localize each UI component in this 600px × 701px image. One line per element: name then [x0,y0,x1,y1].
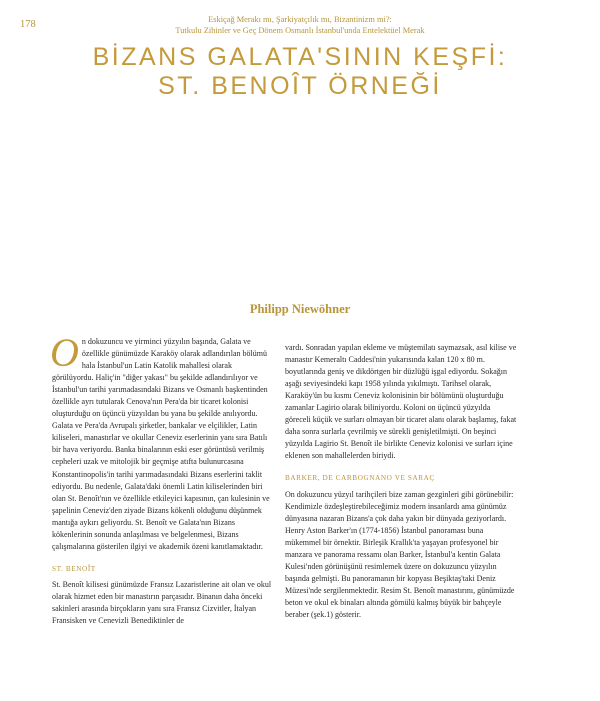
running-head-line2: Tutkulu Zihinler ve Geç Dönem Osmanlı İstanbul'unda Entelektüel Merak [175,25,425,35]
intro-text: n dokuzuncu ve yirminci yüzyılın başında, Galata ve özellikle günümüzde Karaköy olarak adlandırılan bölümü hala İstanbul'un Latin Katolik mahallesi olarak görülüyordu. Haliç'in "diğer yakası" bu şekilde adlandırılıyor ve İstanbul'un tarihi yarımadasındaki Bizans ve Osmanlı başkentinden özellikle ayrı tutularak Cenova'nın Pera'da bir ticaret kolonisi oluşturduğu on üçüncü yüzyıldan bu yana bu şekilde anılıyordu. Galata ve Pera'da Avrupalı şirketler, bankalar ve elçilikler, Latin kiliseleri, manastırlar ve okullar Ceneviz eserlerinin yanı sıra Batılı bir hava veriyordu. Banka binalarının eski eser görüntüsü verilmiş cepheleri uzak ve mitolojik bir geçmişe atıfta bulunurcasına Konstantinopolis'in tarihi yarımadasındaki Bizans eserlerini taklit ediyordu. Bu nedenle, Galata'daki önemli Latin kiliselerinden biri olan St. Benoît'nın ve özellikle etkileyici kapısının, çan kulesinin ve şapelinin Ceneviz'den ziyade Bizans kökenli olduğunu düşünmek mantığa aykırı geliyordu. St. Benoît ve Galata'nın Bizans kökenlerinin sonunda anlaşılması ve belgelenmesi, Bizans çalışmalarına gösterilen ilgiyi ve akademik özeni kanıtlamaktadır. [52,337,270,551]
right-paragraph-2: On dokuzuncu yüzyıl tarihçileri bize zaman gezginleri gibi görünebilir: Kendimizle özdeşleştirebileceğimiz modern insanlardı ama günümüz dünyasına nazaran Bizans'a çok daha yakın bir dünyada geziyorlardı. Henry Aston Barker'ın (1774-1856) İstanbul panoraması buna mükemmel bir örnektir. Birleşik Krallık'ta yaşayan profesyonel bir manzara ve panorama ressamı olan Barker, İstanbul'a kentin Galata Kulesi'nden görünüşünü resimlemek üzere on dokuzuncu yüzyılın başında gelmişti. Bu panoramanın bir kopyası Beşiktaş'taki Deniz Müzesi'nde sergilenmektedir. Resim St. Benoît manastırını, günümüzde beton ve okul ek binaları altında gömülü kalmış büyük bir bahçeyle beraber (şek.1) gösterir. [285,489,515,619]
running-head-line1: Eskiçağ Merakı mı, Şarkiyatçılık mı, Bizantinizm mi?: [208,15,392,24]
right-paragraph-1: vardı. Sonradan yapılan ekleme ve müştemilatı saymazsak, asıl kilise ve manastır Kemeraltı Caddesi'nin yukarısında kalan 120 x 80 m. boyutlarında geniş ve dikdörtgen bir düzlüğü işgal ediyordu. Sokağın aşağı seviyesindeki kapı 1958 yılında yıkılmıştı. Tarihsel olarak, Karaköy'ün bu kısmı Ceneviz kolonisinin bir bölümünü oluşturduğu zamanlar Lagirio olarak biliniyordu. Koloni on üçüncü yüzyılda göreceli küçük ve surları olmayan bir ticaret alanı olarak başlamış, fakat daha sonra surlarla çevrilmiş ve sürekli genişletilmişti. On beşinci yüzyılda Lagirio St. Benoît ile birlikte Ceneviz kolonisi ve surları içine eklenen son mahallelerden biriydi. [285,343,517,461]
running-head [0,15,600,36]
title-line1: BİZANS GALATA'SININ KEŞFİ: [92,43,508,71]
left-column [50,330,275,627]
st-benoit-paragraph: St. Benoît kilisesi günümüzde Fransız Lazaristlerine ait olan ve okul olarak hizmet eden bir manastırın parçasıdır. Binanın daha önceki sakinleri arasında birçokların yanı sıra Fransız Cizvitler, İtalyan Fransisken ve Cenevizli Benediktinler de [52,579,272,626]
section-subhead-barker: BARKER, DE CARBOGNANO VE SARAÇ [285,474,435,483]
section-subhead-st-benoit: ST. BENOÎT [52,564,96,573]
article-title [0,43,600,101]
title-line2: ST. BENOÎT ÖRNEĞİ [158,72,442,100]
right-column [285,342,517,621]
page-number: 178 [20,19,36,30]
author-name: Philipp Niewöhner [249,302,351,316]
intro-paragraph [50,330,275,553]
drop-cap: O [50,330,79,375]
